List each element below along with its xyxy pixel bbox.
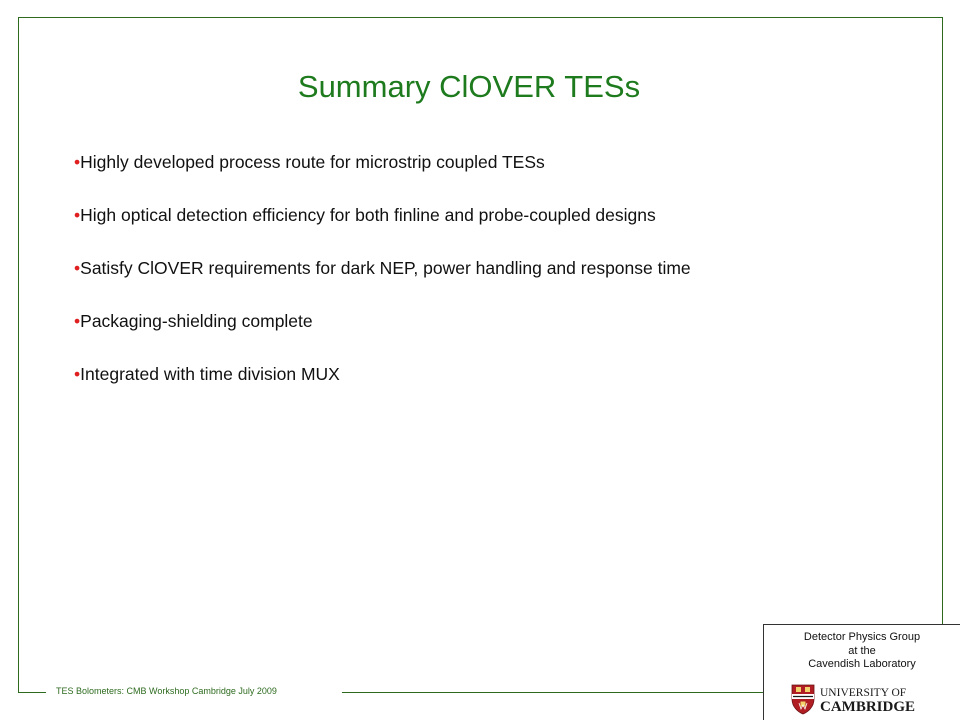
university-logo — [790, 683, 950, 715]
logo-line-2: CAMBRIDGE — [820, 699, 916, 715]
bullet-text: High optical detection efficiency for both finline and probe-coupled designs — [80, 205, 656, 225]
bullet-item — [74, 309, 794, 334]
bullet-list — [74, 150, 794, 387]
bullet-marker: • — [74, 364, 81, 384]
slide-frame-bottom-line-left — [18, 692, 46, 693]
bullet-item — [74, 362, 794, 387]
slide-frame-bottom-line-right — [342, 692, 763, 693]
bullet-text: Satisfy ClOVER requirements for dark NEP, power handling and response time — [80, 258, 691, 278]
bullet-marker: • — [74, 152, 81, 172]
group-name-line-3: Cavendish Laboratory — [808, 658, 916, 670]
bullet-marker: • — [74, 258, 81, 278]
bullet-marker: • — [74, 205, 81, 225]
group-name-line-1: Detector Physics Group — [803, 631, 921, 643]
group-name — [764, 631, 960, 672]
slide-frame-top-line — [18, 17, 943, 18]
bullet-text: Packaging-shielding complete — [80, 311, 313, 331]
slide-frame-right-line — [942, 17, 943, 692]
footer-caption: TES Bolometers: CMB Workshop Cambridge July 2009 — [56, 686, 277, 696]
bullet-item — [74, 150, 794, 175]
institution-box — [763, 624, 960, 720]
bullet-item — [74, 256, 794, 281]
logo-line-1: UNIVERSITY OF — [820, 687, 907, 699]
cambridge-crest-icon — [792, 685, 814, 714]
bullet-text: Highly developed process route for microstrip coupled TESs — [80, 152, 545, 172]
bullet-text: Integrated with time division MUX — [80, 364, 340, 384]
group-name-line-2: at the — [848, 644, 876, 657]
slide-title: Summary ClOVER TESs — [297, 69, 641, 104]
bullet-item — [74, 203, 794, 228]
bullet-marker: • — [74, 311, 81, 331]
slide-frame-left-line — [18, 17, 19, 692]
